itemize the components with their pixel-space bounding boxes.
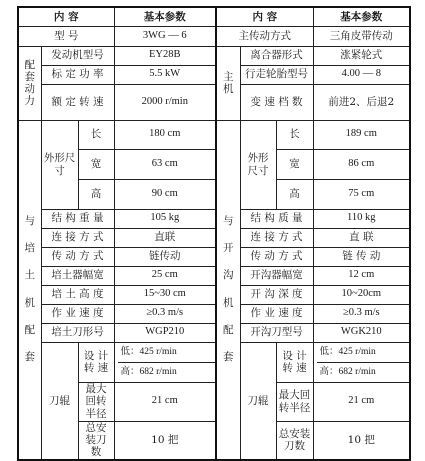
hilling-weight-label: 结 构 重 量 (41, 209, 114, 228)
clutch-label: 离合器形式 (240, 46, 313, 65)
table-row (18, 266, 410, 285)
hilling-blade-model-label: 培土刀形号 (41, 323, 114, 342)
hilling-length-label: 长 (78, 120, 114, 149)
hilling-weight-value: 105 kg (114, 209, 216, 228)
hilling-height-value: 90 cm (114, 179, 216, 209)
hilling-radius-value: 21 cm (114, 382, 216, 421)
trenching-blade-model-label: 开沟刀型号 (240, 323, 313, 342)
hilling-blades-value: 10 把 (114, 421, 216, 460)
hilling-depth-value: 15~30 cm (114, 285, 216, 304)
hilling-drive-label: 传 动 方 式 (41, 247, 114, 266)
gears-value: 前进2、后退2 (313, 84, 410, 120)
model-value: 3WG — 6 (114, 26, 216, 46)
hilling-speed-high: 高：682 r/min (120, 366, 177, 377)
hilling-width-label: 宽 (78, 149, 114, 179)
header-item-right: 内 容 (216, 7, 313, 26)
hilling-connect-label: 连 接 方 式 (41, 228, 114, 247)
model-label: 型 号 (18, 26, 114, 46)
trenching-group-label: 与开沟机配套 (216, 120, 240, 460)
hilling-span-value: 25 cm (114, 266, 216, 285)
hilling-span-label: 培土器幅宽 (41, 266, 114, 285)
hilling-work-speed-label: 作 业 速 度 (41, 304, 114, 323)
trenching-roller-label: 刀辊 (240, 342, 276, 460)
rated-power-label: 标 定 功 率 (41, 65, 114, 84)
main-drive-value: 三角皮带传动 (313, 26, 410, 46)
table-row (18, 323, 410, 342)
trenching-speed-low: 低：425 r/min (317, 343, 410, 363)
hilling-drive-value: 链传动 (114, 247, 216, 266)
header-row (18, 7, 410, 26)
clutch-value: 涨紧轮式 (313, 46, 410, 65)
hilling-connect-value: 直联 (114, 228, 216, 247)
trenching-height-value: 75 cm (313, 179, 410, 209)
hilling-work-speed-value: ≥0.3 m/s (114, 304, 216, 323)
trenching-weight-label: 结 构 质 量 (240, 209, 313, 228)
hilling-radius-label: 最大回转半径 (78, 382, 114, 421)
trenching-connect-label: 连 接 方 式 (240, 228, 313, 247)
table-row (18, 120, 410, 149)
trenching-radius-label: 最大回转半径 (276, 382, 313, 421)
engine-model-value: EY28B (114, 46, 216, 65)
header-param-left: 基本参数 (114, 7, 216, 26)
trenching-length-value: 189 cm (313, 120, 410, 149)
table-row (18, 285, 410, 304)
hilling-speed-low: 低：425 r/min (118, 343, 216, 363)
trenching-drive-label: 传 动 方 式 (240, 247, 313, 266)
table-row (18, 46, 410, 65)
rated-speed-value: 2000 r/min (114, 84, 216, 120)
engine-model-label: 发动机型号 (41, 46, 114, 65)
table-row (18, 342, 410, 382)
hilling-blades-label: 总安装刀数 (78, 421, 114, 460)
trenching-width-value: 86 cm (313, 149, 410, 179)
trenching-blade-model-value: WGK210 (313, 323, 410, 342)
trenching-radius-value: 21 cm (313, 382, 410, 421)
trenching-work-speed-label: 作 业 速 度 (240, 304, 313, 323)
trenching-width-label: 宽 (276, 149, 313, 179)
trenching-weight-value: 110 kg (313, 209, 410, 228)
trenching-speed-cell (313, 342, 410, 382)
rated-power-value: 5.5 kW (114, 65, 216, 84)
trenching-work-speed-value: ≥0.3 m/s (313, 304, 410, 323)
power-group-label: 配套动力 (18, 46, 41, 120)
trenching-blades-value: 10 把 (313, 421, 410, 460)
table-row (18, 26, 410, 46)
table-row (18, 84, 410, 120)
tire-value: 4.00 — 8 (313, 65, 410, 84)
trenching-connect-value: 直 联 (313, 228, 410, 247)
table-row (18, 228, 410, 247)
trenching-length-label: 长 (276, 120, 313, 149)
table-row (18, 247, 410, 266)
hilling-blade-model-value: WGP210 (114, 323, 216, 342)
hilling-speed-cell (114, 342, 216, 382)
rated-speed-label: 额 定 转 速 (41, 84, 114, 120)
trenching-height-label: 高 (276, 179, 313, 209)
table-row (18, 209, 410, 228)
hilling-height-label: 高 (78, 179, 114, 209)
hilling-depth-label: 培 土 高 度 (41, 285, 114, 304)
spec-table (17, 6, 411, 461)
trenching-blades-label: 总安装刀数 (276, 421, 313, 460)
table-row (18, 304, 410, 323)
trenching-depth-value: 10~20cm (313, 285, 410, 304)
hilling-dims-label: 外形尺寸 (41, 120, 78, 209)
main-group-label: 主机 (216, 46, 240, 120)
header-item-left: 内 容 (18, 7, 114, 26)
hilling-group-label: 与培土机配套 (18, 120, 41, 460)
tire-label: 行走轮胎型号 (240, 65, 313, 84)
trenching-speed-high: 高：682 r/min (319, 366, 376, 377)
main-drive-label: 主传动方式 (216, 26, 313, 46)
trenching-design-speed-label: 设 计 转 速 (276, 342, 313, 382)
table-row (18, 65, 410, 84)
hilling-design-speed-label: 设 计 转 速 (78, 342, 114, 382)
trenching-dims-label: 外形尺寸 (240, 120, 276, 209)
hilling-width-value: 63 cm (114, 149, 216, 179)
gears-label: 变 速 档 数 (240, 84, 313, 120)
trenching-span-label: 开沟器幅宽 (240, 266, 313, 285)
trenching-span-value: 12 cm (313, 266, 410, 285)
trenching-depth-label: 开 沟 深 度 (240, 285, 313, 304)
hilling-length-value: 180 cm (114, 120, 216, 149)
trenching-drive-value: 链 传 动 (313, 247, 410, 266)
hilling-roller-label: 刀辊 (41, 342, 78, 460)
header-param-right: 基本参数 (313, 7, 410, 26)
